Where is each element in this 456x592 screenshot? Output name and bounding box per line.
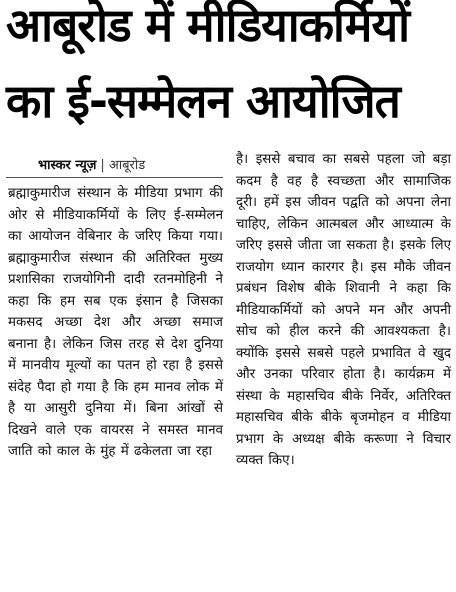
byline-source: भास्कर न्यूज़ <box>38 158 97 173</box>
headline-line-1: आबूरोड में मीडियाकर्मियों <box>6 0 410 52</box>
byline-place: आबूरोड <box>108 158 146 173</box>
byline-separator: | <box>100 158 105 173</box>
article-text-left: ब्रह्माकुमारीज संस्थान के मीडिया प्रभाग की ओर से मीडियाकर्मियों के लिए ई-सम्मेलन का आयोजन वेबिनार के जरिए किया गया। ब्रह्माकुमारीज संस्थान की अतिरिक्त मुख्य प्रशासिका राजयोगिनी दादी रतनमोहिनी ने कहा कि हम सब एक इंसान है जिसका मकसद अच्छा देश और अच्छा समाज बनाना है। लेकिन जिस तरह से देश दुनिया में मानवीय मूल्यों का पतन हो रहा है इससे संदेह पैदा हो गया है कि हम मानव लोक में है या आसुरी दुनिया में। बिना आंखों से दिखने वाले एक वायरस ने समस्त मानव जाति को काल के मुंह में ढकेलता जा रहा <box>8 186 223 459</box>
byline <box>38 155 145 173</box>
article-column-right <box>236 149 451 472</box>
article-column-left <box>8 183 223 463</box>
article-text-right: है। इससे बचाव का सबसे पहला जो बड़ा कदम है वह है स्वच्छता और सामाजिक दूरी। हमें इस जीवन पद्वति को अपना लेना चाहिए, लेकिन आत्मबल और आध्यात्म के जरिए इससे जीता जा सकता है। इसके लिए राजयोग ध्यान कारगर है। इस मौके जीवन प्रबंधन विशेष बीके शिवानी ने कहा कि मीडियाकर्मियों को अपने मन और अपनी सोच को हील करने की आवश्यकता है। क्योंकि इससे सबसे पहले प्रभावित वे खुद और उनका परिवार होता है। कार्यक्रम में संस्था के महासचिव बीके निर्वेर, अतिरिक्त महासचिव बीके बीके बृजमोहन व मीडिया प्रभाग के अध्यक्ष बीके करूणा ने विचार व्यक्त किए। <box>236 152 451 468</box>
headline-line-2: का ई-सम्मेलन आयोजित <box>6 74 400 128</box>
byline-rule <box>6 177 223 178</box>
